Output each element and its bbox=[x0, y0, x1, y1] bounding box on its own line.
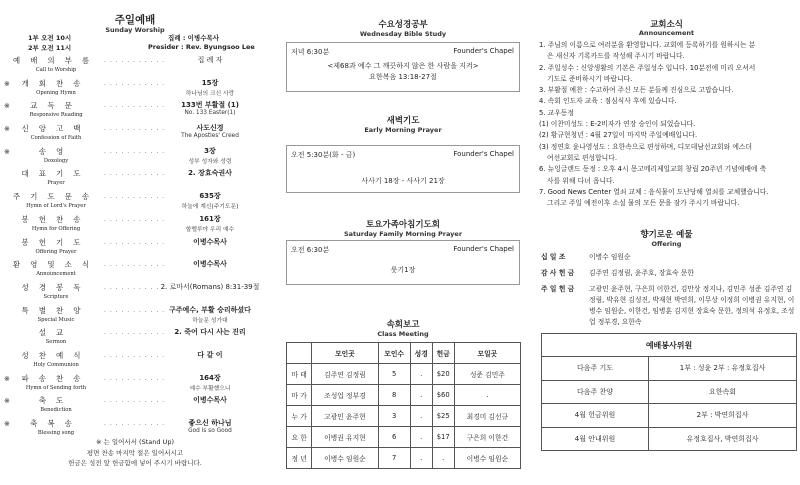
class-cell: . bbox=[410, 385, 432, 406]
wednesday-title: 수요성경공부 bbox=[378, 20, 428, 30]
news-title: 교회소식 bbox=[650, 20, 683, 30]
leader-dots: · · · · · · · · · · · bbox=[104, 353, 166, 361]
worship-item-value-sub: 할렐루야 우리 예수 bbox=[185, 226, 235, 233]
class-meeting-table bbox=[286, 342, 521, 469]
stand-up-mark: ※ bbox=[4, 125, 10, 134]
leader-dots: · · · · · · · · · · · bbox=[104, 263, 166, 271]
worship-item-ko: 예배의부름 bbox=[12, 56, 100, 65]
class-cell: $25 bbox=[432, 406, 454, 427]
worship-item-value bbox=[150, 78, 270, 97]
leader-dots: · · · · · · · · · · · bbox=[104, 104, 166, 112]
table-row bbox=[287, 364, 521, 385]
class-section bbox=[278, 318, 528, 338]
worship-item bbox=[0, 372, 270, 395]
worship-item-value bbox=[150, 146, 270, 165]
dawn-time: 오전 5:30분(화 - 금) bbox=[291, 151, 356, 159]
worship-item-label bbox=[12, 395, 100, 413]
worship-item-value-main: 15장 bbox=[201, 78, 219, 87]
worship-item-value bbox=[150, 350, 270, 360]
worship-item bbox=[0, 145, 270, 168]
class-cell: 김주연 김정림 bbox=[312, 364, 378, 385]
class-cell: 요 한 bbox=[287, 427, 312, 448]
class-cell: 구은희 이한건 bbox=[454, 427, 520, 448]
worship-item-ko: 봉헌찬송 bbox=[21, 214, 91, 224]
saturday-place: Founder's Chapel bbox=[453, 245, 514, 253]
worship-item-value-sub: 하나님의 크신 사랑 bbox=[185, 90, 235, 97]
worship-item-value-sub: God is so Good bbox=[188, 428, 232, 434]
news-column bbox=[533, 0, 800, 485]
class-cell: 마 가 bbox=[287, 385, 312, 406]
offering-row bbox=[541, 268, 797, 279]
worship-item-value-main: 2. 로마서(Romans) 8:31-39절 bbox=[160, 282, 260, 291]
class-cell: $60 bbox=[432, 385, 454, 406]
worship-item-en: Blessing song bbox=[37, 430, 75, 436]
saturday-subtitle: Saturday Family Morning Prayer bbox=[343, 230, 463, 238]
saturday-scripture: 룻기1장 bbox=[390, 266, 416, 274]
worship-item-value bbox=[150, 373, 270, 392]
class-cell: 5 bbox=[378, 364, 410, 385]
worship-item-value-sub: 성부 성자와 성령 bbox=[188, 158, 232, 165]
announcement-line: (3) 정연호 윤나영성도 : 요한속으로 편성하며, 디모데남선교회와 에스더 bbox=[539, 142, 753, 151]
leader-dots: · · · · · · · · · · · bbox=[104, 399, 166, 407]
worship-item-en: Prayer bbox=[47, 180, 65, 187]
worship-item-label bbox=[12, 282, 100, 300]
worship-item bbox=[0, 281, 270, 304]
worship-item bbox=[0, 326, 270, 349]
worship-item-value bbox=[150, 282, 270, 292]
class-cell: 조성업 정부경 bbox=[312, 385, 378, 406]
presider-en: Presider : Rev. Byungsoo Lee bbox=[148, 43, 255, 51]
worship-item-value bbox=[150, 100, 270, 116]
worship-item-label bbox=[12, 146, 100, 164]
class-header-cell: 헌금 bbox=[432, 343, 454, 364]
wednesday-scripture: 요한복음 13:18-27절 bbox=[369, 73, 437, 81]
worship-item bbox=[0, 167, 270, 190]
worship-item-label bbox=[12, 373, 100, 391]
worship-item-en: Call to Worship bbox=[35, 67, 77, 73]
worship-item-ko: 주기도문송 bbox=[12, 192, 100, 202]
worship-item-label bbox=[12, 100, 100, 118]
sunday-worship-subtitle: Sunday Worship bbox=[105, 26, 165, 34]
worship-item-value-main: 2. 죽어 다시 사는 진리 bbox=[174, 328, 246, 337]
wednesday-lesson: <제68과 예수 그 깨끗하지 않은 한 사람을 지켜> bbox=[327, 62, 479, 70]
worship-item-label bbox=[12, 168, 100, 186]
worship-item-label bbox=[12, 214, 100, 232]
wednesday-section bbox=[278, 18, 528, 38]
offering-row bbox=[541, 252, 797, 263]
worship-item-value-main: 133번 부활절 (1) bbox=[181, 101, 239, 110]
worship-item-label bbox=[12, 305, 100, 323]
offering-note: 헌금은 성전 앞 헌금함에 넣어 주시기 바랍니다. bbox=[68, 459, 202, 467]
worship-item-en: Hymn for Offering bbox=[31, 225, 81, 232]
leader-dots: · · · · · · · · · · · bbox=[104, 127, 166, 135]
class-cell: 고광민 윤주현 bbox=[312, 406, 378, 427]
offering-kind: 십 일 조 bbox=[541, 253, 566, 261]
class-header-cell: 모인곳 bbox=[312, 343, 378, 364]
worship-item-en: Special Music bbox=[37, 316, 75, 323]
stand-up-mark: ※ bbox=[4, 374, 10, 383]
class-cell: . bbox=[410, 364, 432, 385]
stand-up-mark: ※ bbox=[4, 420, 10, 428]
volunteer-role: 다음주 기도 bbox=[542, 357, 649, 381]
class-header-cell: 성경 bbox=[410, 343, 432, 364]
class-cell: . bbox=[454, 385, 520, 406]
worship-item bbox=[0, 258, 270, 281]
class-header-cell: 모일곳 bbox=[454, 343, 520, 364]
class-header-cell: 모인수 bbox=[378, 343, 410, 364]
worship-item-label bbox=[12, 237, 100, 255]
class-cell: 최경미 김선규 bbox=[454, 406, 520, 427]
worship-item-value-main: 사도신경 bbox=[196, 124, 224, 133]
worship-item-value-main: 2. 장효숙권사 bbox=[188, 169, 232, 178]
leader-dots: · · · · · · · · · · · bbox=[104, 172, 166, 180]
volunteer-role: 4월 헌금위원 bbox=[542, 404, 649, 428]
worship-item-label bbox=[12, 55, 100, 73]
worship-item-value-main: 집 례 자 bbox=[197, 56, 223, 64]
announcement-line: 5. 교우동정 bbox=[539, 108, 574, 117]
saturday-title: 토요가족아침기도회 bbox=[366, 220, 440, 230]
class-cell: 성준 김민주 bbox=[454, 364, 520, 385]
worship-item-label bbox=[12, 191, 100, 209]
worship-times bbox=[28, 33, 268, 53]
announcement-line: (2) 황규현청년 : 4월 27일이 마지막 주일예배입니다. bbox=[539, 131, 698, 140]
dawn-place: Founder's Chapel bbox=[453, 150, 514, 158]
announcement-line: 은 새신자 기록카드를 작성해 주시기 바랍니다. bbox=[547, 52, 685, 61]
announcement-line: 1. 주님의 이름으로 여러분을 환영합니다. 교회에 등록하기를 원하시는 분 bbox=[539, 41, 756, 49]
volunteer-table bbox=[541, 333, 797, 451]
offering-names: 김주연 김정림, 윤주호, 장효숙 문한 bbox=[589, 269, 694, 277]
announcement-line: 그리고 주일 예전이후 소설 물의 모든 문을 잠가 주시기 바랍니다. bbox=[547, 199, 740, 208]
worship-item-label bbox=[12, 259, 100, 277]
worship-item-value bbox=[150, 168, 270, 178]
worship-item bbox=[0, 236, 270, 259]
class-cell: 누 가 bbox=[287, 406, 312, 427]
leader-dots: · · · · · · · · · · · bbox=[104, 81, 166, 89]
dawn-title: 새벽기도 bbox=[386, 116, 420, 126]
class-cell: 이병수 임원순 bbox=[454, 448, 520, 469]
service-time-1: 1부 오전 10시 bbox=[28, 34, 72, 42]
leader-dots: · · · · · · · · · · · bbox=[104, 149, 166, 157]
worship-item-en: Hymn of Sending forth bbox=[25, 384, 87, 391]
worship-item-value-sub: 하늘에 계신(주기도문) bbox=[181, 204, 239, 211]
class-cell: 8 bbox=[378, 385, 410, 406]
leader-dots: · · · · · · · · · · · bbox=[104, 422, 166, 429]
table-row bbox=[287, 448, 521, 469]
offering-subtitle: Offering bbox=[651, 240, 682, 248]
worship-item-value-main: 161장 bbox=[199, 214, 221, 223]
offering-title: 향기로운 예물 bbox=[640, 230, 693, 240]
leader-dots: · · · · · · · · · · · bbox=[104, 285, 166, 293]
table-row bbox=[542, 357, 797, 381]
worship-item bbox=[0, 99, 270, 122]
worship-item-value bbox=[150, 259, 270, 269]
worship-item-ko: 특별찬양 bbox=[21, 305, 91, 315]
worship-item-value bbox=[150, 214, 270, 233]
announcement-line: 사를 위해 다녀 옵니다. bbox=[547, 176, 615, 185]
order-of-worship bbox=[0, 54, 270, 440]
volunteer-names: 2부 : 박연희집사 bbox=[649, 404, 797, 428]
worship-item-ko: 교독문 bbox=[30, 101, 82, 111]
dawn-box bbox=[286, 145, 520, 193]
volunteer-title: 예배봉사위원 bbox=[542, 334, 797, 357]
worship-item-en: Offering Prayer bbox=[35, 248, 77, 255]
worship-item bbox=[0, 304, 270, 327]
worship-item-ko: 축복송 bbox=[30, 419, 82, 428]
announcement-line: 6. 뉴잉글랜드 동정 : 오후 4시 몽고메리제일교회 창립 20주년 기념예배에 축 bbox=[539, 165, 767, 174]
table-row bbox=[287, 385, 521, 406]
worship-item-en: Responsive Reading bbox=[29, 112, 83, 119]
worship-item-value bbox=[150, 418, 270, 434]
worship-item bbox=[0, 213, 270, 236]
worship-item-en: Announcement bbox=[36, 271, 76, 278]
worship-item-label bbox=[12, 78, 100, 96]
saturday-section bbox=[278, 218, 528, 238]
worship-item-value-main: 구주예수, 부활 승리하셨다 bbox=[169, 305, 251, 314]
hymn-note: 평면 찬송 마지막 절은 일어서시고 bbox=[86, 448, 184, 457]
wednesday-subtitle: Wednesday Bible Study bbox=[359, 30, 447, 38]
announcement-line: (1) 이찬미성도 : E-2비자가 연장 승인이 되었습니다. bbox=[539, 120, 696, 129]
worship-item-value bbox=[150, 327, 270, 337]
leader-dots: · · · · · · · · · · · bbox=[104, 331, 166, 339]
wednesday-time: 저녁 6:30분 bbox=[291, 48, 330, 56]
class-title: 속회보고 bbox=[386, 320, 420, 330]
volunteer-names: 유정호집사, 박연희집사 bbox=[649, 427, 797, 451]
class-cell: 이병수 임원순 bbox=[312, 448, 378, 469]
stand-up-mark: ※ bbox=[4, 147, 10, 156]
worship-item-value-main: 164장 bbox=[199, 373, 221, 382]
worship-item-label bbox=[12, 418, 100, 436]
table-row bbox=[542, 404, 797, 428]
worship-item-ko: 송영 bbox=[38, 146, 74, 156]
worship-item-label bbox=[12, 327, 100, 345]
wednesday-box bbox=[286, 42, 520, 92]
stand-up-mark: ※ bbox=[4, 397, 10, 406]
worship-item-ko: 파송찬송 bbox=[21, 373, 91, 383]
worship-item-value-main: 3장 bbox=[204, 146, 216, 155]
leader-dots: · · · · · · · · · · · bbox=[104, 240, 166, 248]
dawn-section bbox=[278, 114, 528, 134]
offering-names: 이병수 임원순 bbox=[589, 253, 631, 261]
worship-item-en: Scripture bbox=[43, 293, 69, 300]
worship-item bbox=[0, 349, 270, 372]
class-cell: 6 bbox=[378, 427, 410, 448]
announcement-line: 기도로 준비하시기 바랍니다. bbox=[547, 74, 633, 83]
worship-item-ko: 개회찬송 bbox=[21, 78, 91, 88]
dawn-scripture: 사사기 18장 - 사사기 21장 bbox=[361, 177, 445, 185]
worship-item-value bbox=[150, 191, 270, 210]
worship-item-value-main: 이병수목사 bbox=[193, 237, 227, 246]
worship-item-en: Hymn of Lord's Prayer bbox=[26, 203, 86, 210]
class-cell: 이병권 유지현 bbox=[312, 427, 378, 448]
worship-item-label bbox=[12, 350, 100, 368]
worship-item-value-main: 이병수목사 bbox=[193, 396, 227, 405]
offering-kind: 감 사 헌 금 bbox=[541, 269, 575, 277]
class-cell: . bbox=[410, 427, 432, 448]
worship-footer bbox=[0, 437, 270, 469]
leader-dots: · · · · · · · · · · · bbox=[104, 376, 166, 384]
worship-item-ko: 대표기도 bbox=[21, 169, 91, 179]
worship-item-ko: 성경봉독 bbox=[21, 282, 91, 292]
worship-item bbox=[0, 394, 270, 417]
table-row bbox=[542, 427, 797, 451]
class-cell: 3 bbox=[378, 406, 410, 427]
saturday-box bbox=[286, 240, 520, 285]
news-subtitle: Announcement bbox=[638, 29, 695, 37]
class-table-header bbox=[287, 343, 521, 364]
class-cell: 7 bbox=[378, 448, 410, 469]
worship-item-value bbox=[150, 55, 270, 65]
worship-item-value-sub: No. 133 Easter(1) bbox=[184, 110, 236, 117]
worship-item-en: Confession of Faith bbox=[30, 135, 82, 142]
announcement-line: 4. 속회 인도자 교육 : 점심식사 후에 있습니다. bbox=[539, 97, 677, 106]
worship-item-value-sub: The Apostles' Creed bbox=[181, 133, 239, 140]
volunteer-names: 1부 : 성윤 2부 : 유정호집사 bbox=[649, 357, 797, 381]
worship-item-value bbox=[150, 395, 270, 405]
announcement-line: 여선교회로 편성합니다. bbox=[547, 153, 617, 162]
saturday-time: 오전 6:30분 bbox=[291, 246, 330, 254]
volunteer-header-row bbox=[542, 334, 797, 357]
worship-item bbox=[0, 190, 270, 213]
stand-up-mark: ※ bbox=[4, 102, 10, 111]
table-row bbox=[287, 406, 521, 427]
class-cell: . bbox=[410, 406, 432, 427]
announcements bbox=[539, 40, 797, 209]
worship-item-value bbox=[150, 123, 270, 139]
worship-item-value-main: 좋으신 하나님 bbox=[188, 419, 232, 427]
sunday-worship-column bbox=[0, 0, 270, 485]
worship-item-ko: 환영및소식 bbox=[12, 260, 100, 270]
volunteer-names: 요한속회 bbox=[649, 380, 797, 404]
worship-item-value-sub: 하늘문 성가대 bbox=[192, 317, 228, 324]
leader-dots: · · · · · · · · · · · bbox=[104, 308, 166, 316]
class-cell: 정 년 bbox=[287, 448, 312, 469]
service-time-2: 2부 오전 11시 bbox=[28, 44, 72, 52]
table-row bbox=[287, 427, 521, 448]
class-cell: $17 bbox=[432, 427, 454, 448]
worship-item-en: Opening Hymn bbox=[36, 89, 76, 96]
stand-up-note: ※ 는 일어서서 (Stand Up) bbox=[96, 438, 174, 446]
class-cell: $20 bbox=[432, 364, 454, 385]
offering-list bbox=[541, 252, 797, 333]
stand-up-mark: ※ bbox=[4, 79, 10, 88]
worship-item-value-sub: 예수 부활했으니 bbox=[189, 385, 231, 392]
table-row bbox=[542, 380, 797, 404]
worship-item bbox=[0, 77, 270, 100]
volunteer-role: 다음주 찬양 bbox=[542, 380, 649, 404]
leader-dots: · · · · · · · · · · · bbox=[104, 195, 166, 203]
presider-ko: 집례 : 이병수목사 bbox=[168, 34, 220, 42]
leader-dots: · · · · · · · · · · · bbox=[104, 59, 166, 66]
worship-item-value-main: 이병수목사 bbox=[193, 260, 227, 269]
worship-item-value-main: 다 같 이 bbox=[197, 350, 223, 359]
announcement-line: 3. 부활절 예찬 : 수고하여 주신 모든 분들께 진심으로 고맙습니다. bbox=[539, 86, 734, 95]
worship-item-value-main: 635장 bbox=[199, 192, 221, 201]
worship-item-ko: 설교 bbox=[38, 328, 74, 338]
dawn-subtitle: Early Morning Prayer bbox=[364, 126, 442, 134]
wednesday-place: Founder's Chapel bbox=[453, 47, 514, 55]
worship-item-ko: 축도 bbox=[38, 396, 74, 406]
worship-item bbox=[0, 122, 270, 145]
volunteer-role: 4월 안내위원 bbox=[542, 427, 649, 451]
worship-item bbox=[0, 54, 270, 77]
worship-item-label bbox=[12, 123, 100, 141]
sunday-worship-title: 주일예배 bbox=[114, 14, 156, 26]
worship-item-en: Benediction bbox=[40, 407, 72, 414]
worship-item-en: Holy Communion bbox=[33, 361, 79, 368]
class-cell: . bbox=[410, 448, 432, 469]
class-header-cell bbox=[287, 343, 312, 364]
worship-item-ko: 봉헌기도 bbox=[21, 237, 91, 247]
offering-names: 고광민 윤주현, 구은희 이한건, 김만상 정지나, 김민주 성준 김주연 김정림, 박유현 김성진, 박재현 박연희, 이무상 이정희 이병권 유지현, 이병수 임원순, 이한건, 임병훈 김지현 장효숙 문한, 정의석 유정호, 조성업 정부경, 요한속 bbox=[589, 285, 795, 326]
offering-row bbox=[541, 284, 797, 328]
class-subtitle: Class Meeting bbox=[377, 330, 429, 338]
worship-item-en: Doxology bbox=[43, 157, 69, 164]
offering-kind: 주 일 헌 금 bbox=[541, 285, 575, 293]
worship-item-value bbox=[150, 237, 270, 247]
worship-item-ko: 신앙고백 bbox=[21, 124, 91, 134]
class-cell: . bbox=[432, 448, 454, 469]
worship-item-en: Sermon bbox=[45, 339, 67, 346]
leader-dots: · · · · · · · · · · · bbox=[104, 217, 166, 225]
class-cell: 마 태 bbox=[287, 364, 312, 385]
worship-item-value bbox=[150, 305, 270, 324]
worship-item-ko: 성찬예식 bbox=[21, 350, 91, 360]
announcement-line: 7. Good News Center 열쇠 교체 : 음식물이 도난당해 열쇠를 교체했습니다. bbox=[539, 187, 769, 196]
meetings-column bbox=[278, 0, 528, 485]
announcement-line: 2. 주일성수 : 신앙생활의 기본은 주일성수 입니다. 10분전에 미리 오셔서 bbox=[539, 63, 756, 72]
